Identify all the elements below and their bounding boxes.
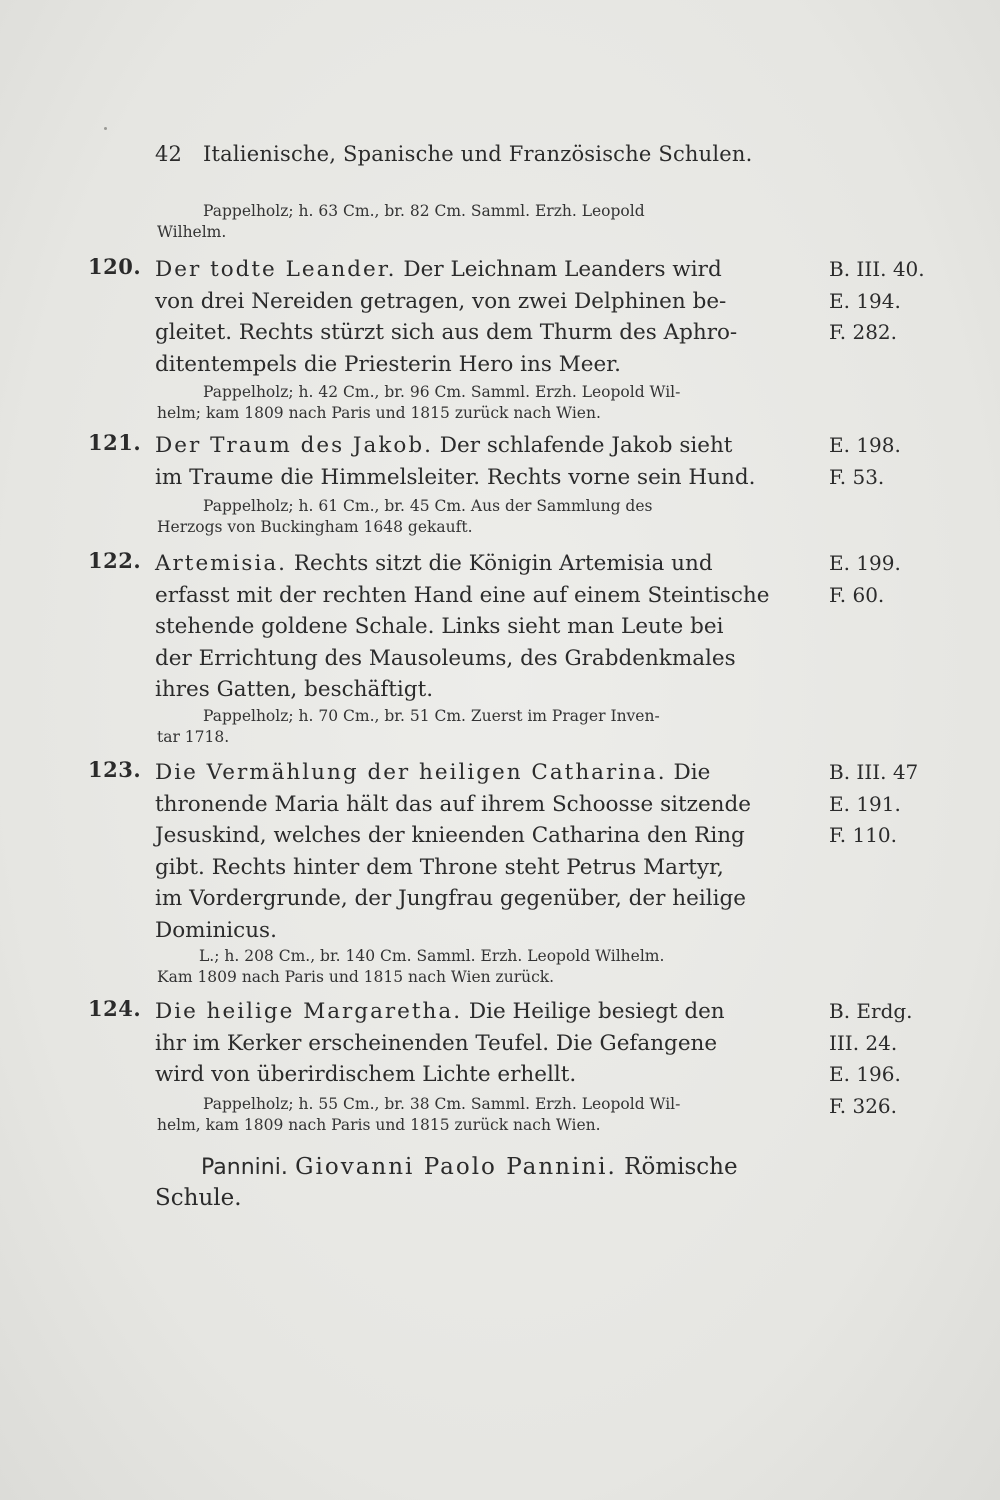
entry-text-line: ihres Gatten, beschäftigt. — [155, 677, 434, 702]
paper-speck — [104, 127, 107, 130]
reference: F. 110. — [829, 823, 898, 847]
entry-text-line: Die — [666, 760, 711, 785]
entry-title: Artemisia. — [155, 551, 287, 576]
reference: F. 326. — [829, 1093, 898, 1118]
entry-references — [829, 430, 949, 493]
entry-text-line: ditentempels die Priesterin Hero ins Meer. — [155, 351, 621, 377]
page-header — [155, 142, 805, 166]
entry-text-line: Der schlafende Jakob sieht — [432, 433, 733, 458]
entry-text-line: im Traume die Himmelsleiter. Rechts vorne sein Hund. — [155, 464, 756, 490]
entry-text-line: ihr im Kerker erscheinenden Teufel. Die Gefangene — [155, 1030, 718, 1056]
entry-text-line: wird von überirdischem Lichte erhellt. — [155, 1062, 577, 1087]
note-line: Herzogs von Buckingham 1648 gekauft. — [157, 518, 473, 536]
reference: E. 194. — [829, 288, 901, 313]
entry-title: Der Traum des Jakob. — [155, 433, 433, 458]
note-line: helm; kam 1809 nach Paris und 1815 zurück nach Wien. — [157, 404, 601, 422]
entry-text — [155, 548, 815, 706]
entry-text — [155, 254, 815, 380]
top-note-line: Wilhelm. — [157, 223, 227, 241]
top-note-line: Pappelholz; h. 63 Cm., br. 82 Cm. Samml. Erzh. Leopold — [203, 202, 645, 220]
note-line: Kam 1809 nach Paris und 1815 nach Wien zurück. — [157, 968, 555, 986]
note-line: Pappelholz; h. 61 Cm., br. 45 Cm. Aus der Sammlung des — [203, 497, 653, 515]
reference: E. 196. — [829, 1062, 901, 1086]
entry-title: Die Vermählung der heiligen Catharina. — [155, 760, 667, 785]
artist-school: Römische — [616, 1154, 738, 1180]
entry-text-line: gleitet. Rechts stürzt sich aus dem Thurm des Aphro- — [155, 320, 738, 345]
entry-text — [155, 996, 815, 1091]
reference: B. III. 40. — [829, 257, 925, 281]
running-title: Italienische, Spanische und Französische Schulen. — [203, 142, 753, 166]
entry-text-line: Rechts sitzt die Königin Artemisia und — [287, 551, 713, 576]
entry-text — [155, 430, 815, 493]
reference: F. 53. — [829, 464, 885, 489]
entry-text-line: erfasst mit der rechten Hand eine auf einem Steintische — [155, 582, 770, 608]
reference: E. 198. — [829, 433, 901, 457]
artist-name: Pannini. — [201, 1155, 288, 1180]
note-line: Pappelholz; h. 55 Cm., br. 38 Cm. Samml. Erzh. Leopold Wil- — [203, 1095, 681, 1113]
provenance-note-123 — [157, 946, 807, 988]
note-line: tar 1718. — [157, 728, 230, 746]
reference: B. III. 47 — [829, 760, 919, 784]
entry-text-line: im Vordergrunde, der Jungfrau gegenüber, der heilige — [155, 886, 746, 911]
reference: F. 60. — [829, 582, 885, 607]
entry-references — [829, 254, 949, 349]
entry-title: Die heilige Margaretha. — [155, 999, 463, 1024]
page-number: 42 — [155, 142, 183, 166]
entry-text-line: gibt. Rechts hinter dem Throne steht Petrus Martyr, — [155, 854, 724, 880]
entry-text-line: der Errichtung des Mausoleums, des Grabdenkmales — [155, 645, 736, 671]
entry-number: 123. — [88, 757, 142, 782]
entry-references — [829, 548, 949, 611]
note-line: L.; h. 208 Cm., br. 140 Cm. Samml. Erzh. Leopold Wilhelm. — [199, 947, 665, 965]
reference: B. Erdg. — [829, 999, 913, 1023]
artist-school-line: Schule. — [155, 1185, 242, 1211]
entry-references — [829, 757, 949, 852]
entry-number: 124. — [88, 996, 142, 1021]
entry-text — [155, 757, 815, 946]
entry-text-line: thronende Maria hält das auf ihrem Schoosse sitzende — [155, 791, 752, 817]
reference: F. 282. — [829, 320, 898, 344]
note-line: Pappelholz; h. 42 Cm., br. 96 Cm. Samml. Erzh. Leopold Wil- — [203, 383, 681, 401]
provenance-note-121 — [157, 496, 807, 538]
entry-number: 120. — [88, 254, 142, 279]
entry-text-line: Die Heilige besiegt den — [462, 999, 725, 1024]
entry-text-line: Dominicus. — [155, 917, 277, 943]
entry-number: 122. — [88, 548, 142, 573]
reference: E. 191. — [829, 791, 901, 816]
entry-references — [829, 996, 949, 1122]
provenance-note-120 — [157, 382, 807, 424]
entry-title: Der todte Leander. — [155, 257, 397, 282]
entry-text-line: von drei Nereiden getragen, von zwei Delphinen be- — [155, 288, 727, 314]
top-note — [157, 201, 807, 243]
artist-heading — [155, 1152, 815, 1214]
entry-number: 121. — [88, 430, 142, 455]
provenance-note-124 — [157, 1094, 807, 1136]
entry-text-line: Jesuskind, welches der knieenden Catharina den Ring — [155, 823, 745, 848]
note-line: Pappelholz; h. 70 Cm., br. 51 Cm. Zuerst im Prager Inven- — [203, 707, 660, 725]
reference: III. 24. — [829, 1030, 898, 1055]
provenance-note-122 — [157, 706, 807, 748]
reference: E. 199. — [829, 551, 901, 575]
artist-full-name: Giovanni Paolo Pannini. — [295, 1154, 617, 1180]
note-line: helm, kam 1809 nach Paris und 1815 zurück nach Wien. — [157, 1116, 601, 1134]
entry-text-line: stehende goldene Schale. Links sieht man Leute bei — [155, 614, 724, 639]
entry-text-line: Der Leichnam Leanders wird — [396, 257, 722, 282]
